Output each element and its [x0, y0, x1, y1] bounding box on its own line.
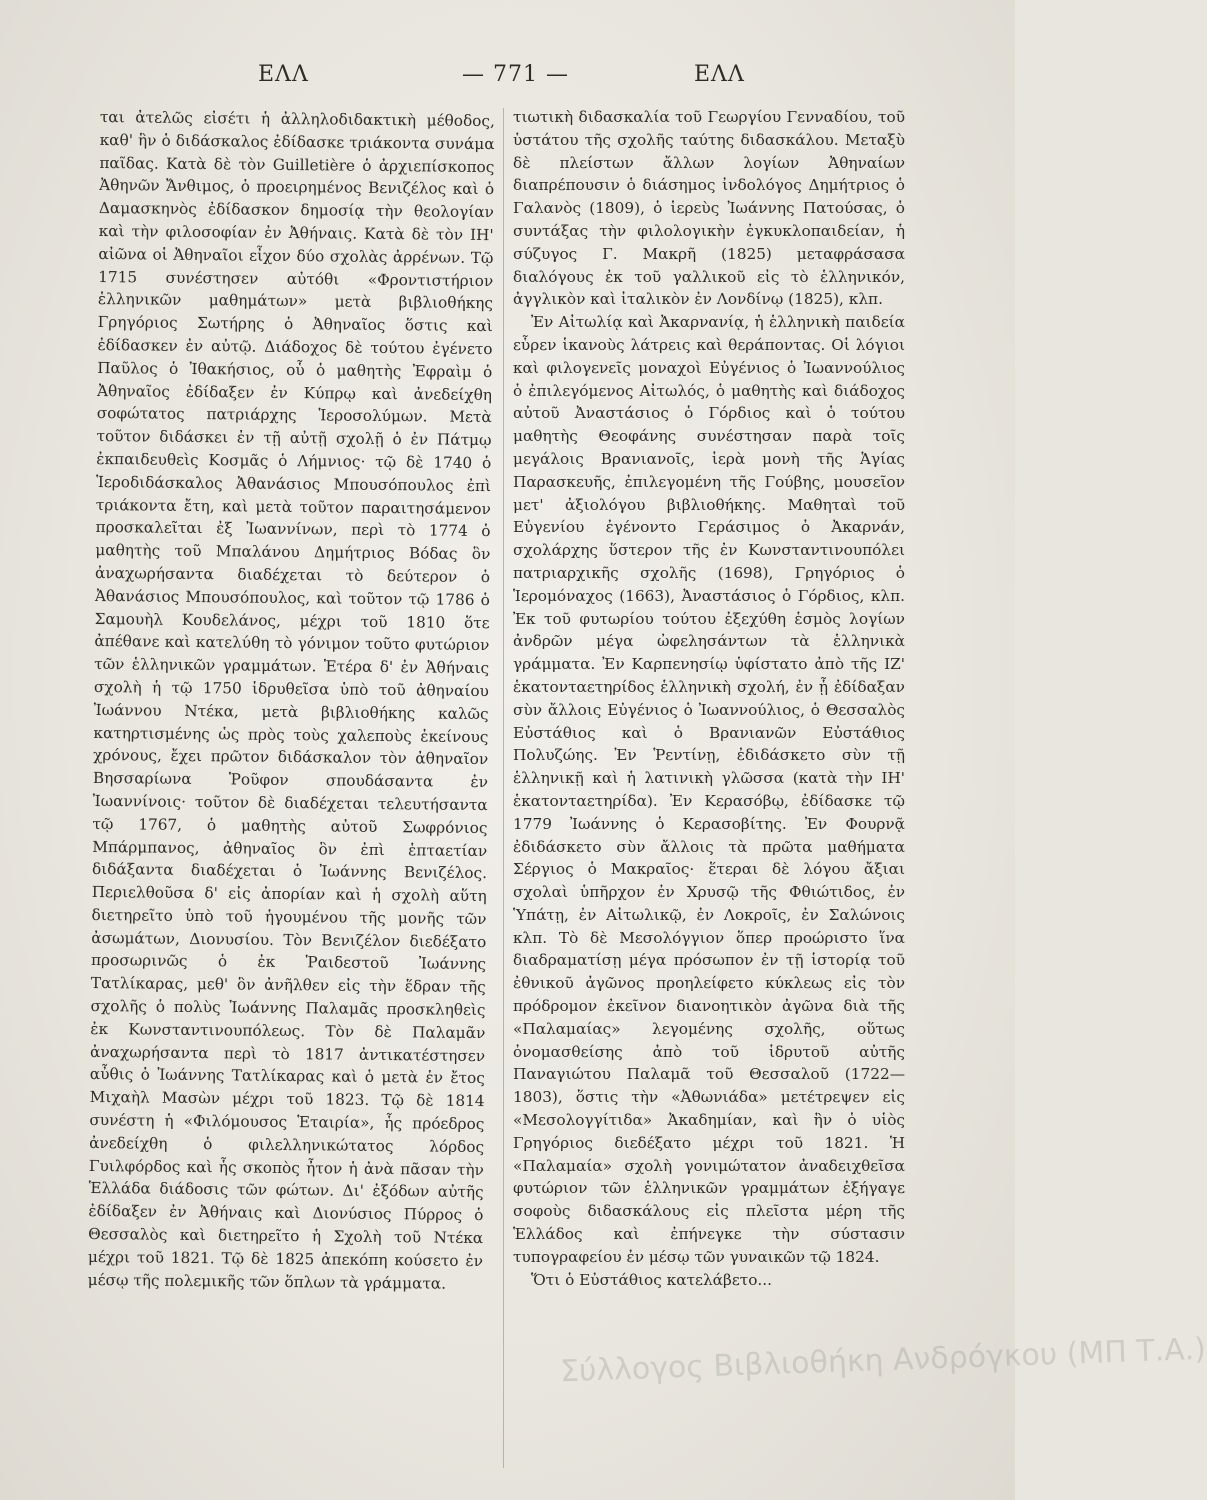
left-column	[88, 106, 495, 1296]
right-paragraph: Ἐν Αἰτωλίᾳ καὶ Ἀκαρνανίᾳ, ἡ ἑλληνικὴ παιδεία εὗρεν ἱκανοὺς λάτρεις καὶ θεράποντας. Οἱ λόγιοι καὶ φιλογενεῖς μοναχοὶ Εὐγένιος ὁ Ἰωαννούλιος ὁ ἐπιλεγόμενος Αἰτωλός, ὁ μαθητὴς καὶ διάδοχος αὐτοῦ Ἀναστάσιος ὁ Γόρδιος καὶ ὁ τούτου μαθητὴς Θεοφάνης συνέστησαν παρὰ τοῖς μεγάλοις Βρανιανοῖς, ἱερὰ μονὴ τῆς Ἁγίας Παρασκευῆς, ἐπιλεγομένη τῆς Γούβης, μουσεῖον μετ' ἀξιολόγου βιβλιοθήκης. Μαθηταὶ τοῦ Εὐγενίου ἐγένοντο Γεράσιμος ὁ Ἀκαρνάν, σχολάρχης ὕστερον τῆς ἐν Κωνσταντινουπόλει πατριαρχικῆς σχολῆς (1698), Γρηγόριος ὁ Ἱερομόναχος (1663), Ἀναστάσιος ὁ Γόρδιος, κλπ. Ἐκ τοῦ φυτωρίου τούτου ἐξεχύθη ἑσμὸς λογίων ἀνδρῶν μέγα ὠφελησάντων τὰ ἑλληνικὰ γράμματα. Ἐν Καρπενησίῳ ὑφίστατο ἀπὸ τῆς ΙΖ' ἑκατονταετηρίδος ἑλληνικὴ σχολή, ἐν ᾗ ἐδίδαξαν σὺν ἄλλοις Εὐγένιος ὁ Ἰωαννούλιος, ὁ Θεσσαλὸς Εὐστάθιος καὶ ὁ Βρανιανῶν Εὐστάθιος Πολυζώης. Ἐν Ῥεντίνῃ, ἐδιδάσκετο σὺν τῇ ἑλληνικῇ καὶ ἡ λατινικὴ γλῶσσα (κατὰ τὴν ΙΗ' ἑκατονταετηρίδα). Ἐν Κερασόβῳ, ἐδίδασκε τῷ 1779 Ἰωάννης ὁ Κερασοβίτης. Ἐν Φουρνᾷ ἐδιδάσκετο σὺν ἄλλοις τὰ πρῶτα μαθήματα Σέργιος ὁ Μακραῖος· ἕτεραι δὲ λόγου ἄξιαι σχολαὶ ὑπῆρχον ἐν Χρυσῷ τῆς Φθιώτιδος, ἐν Ὑπάτῃ, ἐν Αἰτωλικῷ, ἐν Λοκροῖς, ἐν Σαλώνοις κλπ. Τὸ δὲ Μεσολόγγιον ὅπερ προώριστο ἵνα διαδραματίσῃ μέγα πρόσωπον ἐν τῇ ἱστορίᾳ τοῦ ἐθνικοῦ ἀγῶνος προηλείφετο κύκλεως εἰς τὸν πρόδρομον ἐκεῖνον διανοητικὸν ἀγῶνα διὰ τῆς «Παλαμαίας» λεγομένης σχολῆς, οὕτως ὀνομασθείσης ἀπὸ τοῦ ἱδρυτοῦ αὐτῆς Παναγιώτου Παλαμᾶ τοῦ Θεσσαλοῦ (1722—1803), ὅστις τὴν «Ἀθωνιάδα» μετέτρεψεν εἰς «Μεσολογγίτιδα» Ἀκαδημίαν, καὶ ἣν ὁ υἱὸς Γρηγόριος διεδέξατο μέχρι τοῦ 1821. Ἡ «Παλαμαία» σχολὴ γονιμώτατον ἀναδειχθεῖσα φυτώριον τῶν ἑλληνικῶν γραμμάτων ἐξήγαγε σοφοὺς διδασκάλους εἰς πλεῖστα μέρη τῆς Ἑλλάδος καὶ ἐπήνεγκε τὴν σύστασιν τυπογραφείου ἐν μέσῳ τῶν γυναικῶν τῷ 1824.	[513, 313, 905, 1266]
left-paragraph: ται ἀτελῶς εἰσέτι ἡ ἀλληλοδιδακτικὴ μέθοδος, καθ' ἣν ὁ διδάσκαλος ἐδίδασκε τριάκοντα συνάμα παῖδας. Κατὰ δὲ τὸν Guilletière ὁ ἀρχιεπίσκοπος Ἀθηνῶν Ἄνθιμος, ὁ προειρημένος Βενιζέλος καὶ ὁ Δαμασκηνὸς ἐδίδασκον δημοσίᾳ τὴν θεολογίαν καὶ τὴν φιλοσοφίαν ἐν Ἀθήναις. Κατὰ δὲ τὸν ΙΗ' αἰῶνα οἱ Ἀθηναῖοι εἶχον δύο σχολὰς ἀρρένων. Τῷ 1715 συνέστησεν αὐτόθι «Φροντιστήριον ἑλληνικῶν μαθημάτων» μετὰ βιβλιοθήκης Γρηγόριος Σωτήρης ὁ Ἀθηναῖος ὅστις καὶ ἐδίδασκεν ἐν αὐτῷ. Διάδοχος δὲ τούτου ἐγένετο Παῦλος ὁ Ἰθακήσιος, οὗ ὁ μαθητὴς Ἐφραὶμ ὁ Ἀθηναῖος ἐδίδαξεν ἐν Κύπρῳ καὶ ἀνεδείχθη σοφώτατος πατριάρχης Ἱεροσολύμων. Μετὰ τοῦτον διδάσκει ἐν τῇ αὐτῇ σχολῇ ὁ ἐν Πάτμῳ ἐκπαιδευθεὶς Κοσμᾶς ὁ Λήμνιος· τῷ δὲ 1740 ὁ Ἱεροδιδάσκαλος Ἀθανάσιος Μπουσόπουλος ἐπὶ τριάκοντα ἔτη, καὶ μετὰ τοῦτον παραιτησάμενον προσκαλεῖται ἐξ Ἰωαννίνων, περὶ τὸ 1774 ὁ μαθητὴς τοῦ Μπαλάνου Δημήτριος Βόδας ὃν ἀναχωρήσαντα διαδέχεται τὸ δεύτερον ὁ Ἀθανάσιος Μπουσόπουλος, καὶ τοῦτον τῷ 1786 ὁ Σαμουὴλ Κουδελάνος, μέχρι τοῦ 1810 ὅτε ἀπέθανε καὶ κατελύθη τὸ γόνιμον τοῦτο φυτώριον τῶν ἑλληνικῶν γραμμάτων. Ἑτέρα δ' ἐν Ἀθήναις σχολὴ ἡ τῷ 1750 ἱδρυθεῖσα ὑπὸ τοῦ ἀθηναίου Ἰωάννου Ντέκα, μετὰ βιβλιοθήκης καλῶς κατηρτισμένης ὡς πρὸς τοὺς χαλεποὺς ἐκείνους χρόνους, ἔχει πρῶτον διδάσκαλον τὸν ἀθηναῖον Βησσαρίωνα Ῥοῦφον σπουδάσαντα ἐν Ἰωαννίνοις· τοῦτον δὲ διαδέχεται τελευτήσαντα τῷ 1767, ὁ μαθητὴς αὐτοῦ Σωφρόνιος Μπάρμπανος, ἀθηναῖος ὃν ἐπὶ ἑπταετίαν διδάξαντα διαδέχεται ὁ Ἰωάννης Βενιζέλος. Περιελθοῦσα δ' εἰς ἀπορίαν καὶ ἡ σχολὴ αὕτη διετηρεῖτο ὑπὸ τοῦ ἡγουμένου τῆς μονῆς τῶν ἀσωμάτων, Διονυσίου. Τὸν Βενιζέλον διεδέξατο προσωρινῶς ὁ ἐκ Ῥαιδεστοῦ Ἰωάννης Τατλίκαρας, μεθ' ὃν ἀνῆλθεν εἰς τὴν ἕδραν τῆς σχολῆς ὁ πολὺς Ἰωάννης Παλαμᾶς προσκληθεὶς ἐκ Κωνσταντινουπόλεως. Τὸν δὲ Παλαμᾶν ἀναχωρήσαντα περὶ τὸ 1817 ἀντικατέστησεν αὖθις ὁ Ἰωάννης Τατλίκαρας καὶ ὁ μετὰ ἐν ἔτος Μιχαὴλ Μασὼν μέχρι τοῦ 1823. Τῷ δὲ 1814 συνέστη ἡ «Φιλόμουσος Ἑταιρία», ἧς πρόεδρος ἀνεδείχθη ὁ φιλελληνικώτατος λόρδος Γυιλφόρδος καὶ ἧς σκοπὸς ἦτον ἡ ἀνὰ πᾶσαν τὴν Ἑλλάδα διάδοσις τῶν φώτων. Δι' ἐξόδων αὐτῆς ἐδίδαξεν ἐν Ἀθήναις καὶ Διονύσιος Πύρρος ὁ Θεσσαλὸς καὶ διετηρεῖτο ἡ Σχολὴ τοῦ Ντέκα μέχρι τοῦ 1821. Τῷ δὲ 1825 ἀπεκόπη κούσετο ἐν μέσῳ τῆς πολεμικῆς τῶν ὅπλων τὰ γράμματα.	[87, 107, 495, 1293]
right-paragraph: τιωτικὴ διδασκαλία τοῦ Γεωργίου Γενναδίου, τοῦ ὑστάτου τῆς σχολῆς ταύτης διδασκάλου. Μεταξὺ δὲ πλείστων ἄλλων λογίων Ἀθηναίων διαπρέπουσιν ὁ διάσημος ἰνδολόγος Δημήτριος ὁ Γαλανὸς (1809), ὁ ἱερεὺς Ἰωάννης Πατούσας, ὁ συντάξας τὴν φιλολογικὴν ἐγκυκλοπαιδείαν, ἡ σύζυγος Γ. Μακρῆ (1825) μεταφράσασα διαλόγους ἐκ τοῦ γαλλικοῦ εἰς τὸ ἑλληνικόν, ἀγγλικὸν καὶ ἰταλικὸν ἐν Λονδίνῳ (1825), κλπ.	[513, 108, 905, 309]
header-left-keyword: ΕΛΛ	[258, 62, 309, 87]
right-column	[513, 106, 905, 1291]
header-right-keyword: ΕΛΛ	[694, 62, 745, 87]
library-watermark: Σύλλογος Βιβλιοθήκη Ανδρόγκου (ΜΠ Τ.Α.)	[559, 1331, 1207, 1390]
right-paragraph: Ὅτι ὁ Εὐστάθιος κατελάβετο...	[531, 1270, 773, 1289]
page-number: — 771 —	[462, 62, 569, 87]
column-divider	[503, 108, 504, 1468]
page-header	[100, 62, 920, 98]
